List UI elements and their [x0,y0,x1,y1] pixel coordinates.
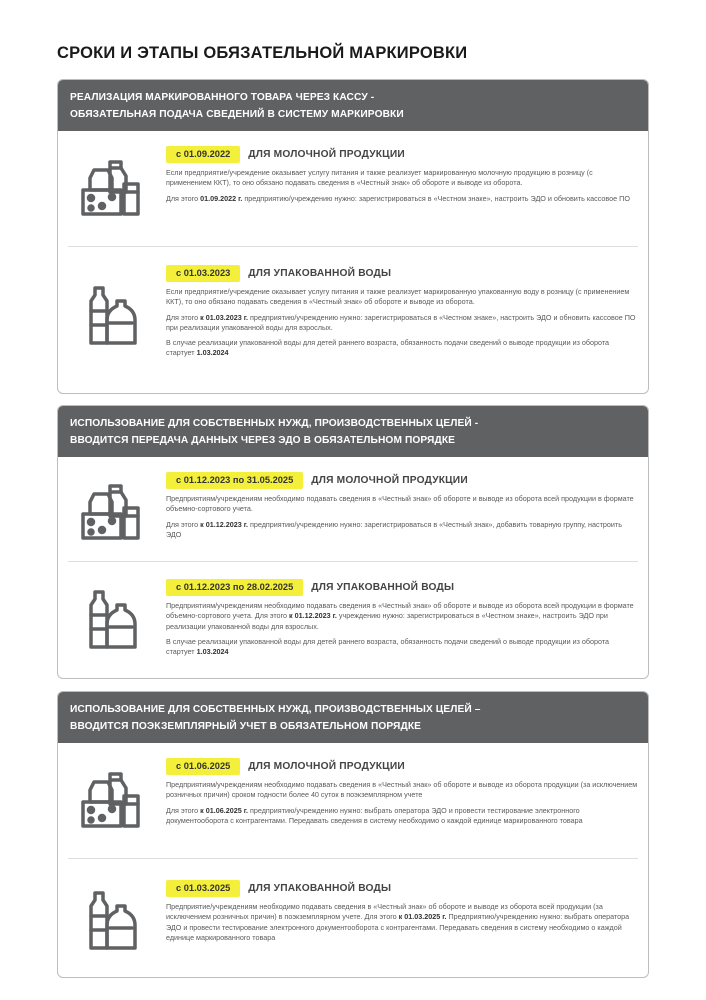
entry-content [166,265,638,364]
divider [68,561,638,562]
date-badge: с 01.06.2025 [166,758,240,775]
section-header-line: ВВОДИТСЯ ПОЭКЗЕМПЛЯРНЫЙ УЧЕТ В ОБЯЗАТЕЛЬНОМ ПОРЯДКЕ [70,721,422,732]
entry-title: ДЛЯ УПАКОВАННОЙ ВОДЫ [311,582,455,593]
entry-paragraph: Предприятиям/учреждениям необходимо подавать сведения в «Честный знак» об обороте и выводе из оборота всей продукции в формате объемно-сортового учета. [166,494,634,514]
entry-content [166,758,638,831]
entry-content [166,472,638,545]
section-header-line: ВВОДИТСЯ ПЕРЕДАЧА ДАННЫХ ЧЕРЕЗ ЭДО В ОБЯЗАТЕЛЬНОМ ПОРЯДКЕ [70,435,456,446]
section-header [58,406,648,457]
section-header-line: ИСПОЛЬЗОВАНИЕ ДЛЯ СОБСТВЕННЫХ НУЖД, ПРОИЗВОДСТВЕННЫХ ЦЕЛЕЙ - [70,418,479,429]
entry-content [166,880,638,948]
section-header [58,80,648,131]
divider [68,858,638,859]
entry-paragraph: В случае реализации упакованной воды для детей раннего возраста, обязанность подачи сведений о выводе продукции из оборота стартует 1.03.2024 [166,636,610,657]
page-title: СРОКИ И ЭТАПЫ ОБЯЗАТЕЛЬНОЙ МАРКИРОВКИ [57,44,468,62]
entry-paragraph: Для этого к 01.03.2023 г. предприятию/учреждению нужно: зарегистрироваться в «Честном знаке», настроить ЭДО и обновить кассовое ПО при реализации упакованной воды для взрослых. [166,312,636,332]
entry-title: ДЛЯ МОЛОЧНОЙ ПРОДУКЦИИ [311,475,468,486]
date-badge: с 01.09.2022 [166,146,240,163]
entry-paragraph: Предприятие/учреждениям необходимо подавать сведения в «Честный знак» об обороте и выводе из оборота всей продукции (за исключением розничных причин) в поэкземплярном учете. Для этого к 01.03.2025 г. Предприятию/учреждению нужно: выбрать оператора ЭДО и провести тестирование электронного документооборота с контрагентами. Передавать сведения в систему необходимо о каждой единице маркированного товара [166,902,630,942]
entry-title: ДЛЯ МОЛОЧНОЙ ПРОДУКЦИИ [248,149,405,160]
date-badge: с 01.03.2023 [166,265,240,282]
date-badge: с 01.12.2023 по 28.02.2025 [166,579,303,596]
entry-paragraph: Для этого к 01.12.2023 г. предприятию/учреждению нужно: зарегистрироваться в «Честный знак», добавить товарную группу, настроить ЭДО [166,519,622,539]
entry-title: ДЛЯ МОЛОЧНОЙ ПРОДУКЦИИ [248,761,405,772]
entry-content [166,146,638,209]
entry-paragraph: Предприятиям/учреждениям необходимо подавать сведения в «Честный знак» об обороте и выводе из оборота продукции (за исключением розничных причин) сроком годности более 40 суток в поэкземплярном учете [166,780,638,800]
water-bottles-icon [80,890,144,957]
water-bottles-icon [80,285,144,352]
section-header-line: ОБЯЗАТЕЛЬНАЯ ПОДАЧА СВЕДЕНИЙ В СИСТЕМУ МАРКИРОВКИ [70,109,404,120]
dairy-products-icon [80,480,144,547]
section-header [58,692,648,743]
entry-title: ДЛЯ УПАКОВАННОЙ ВОДЫ [248,883,392,894]
date-badge: с 01.03.2025 [166,880,240,897]
date-badge: с 01.12.2023 по 31.05.2025 [166,472,303,489]
divider [68,246,638,247]
dairy-products-icon [80,768,144,835]
entry-title: ДЛЯ УПАКОВАННОЙ ВОДЫ [248,268,392,279]
section-own-needs-per-item [57,691,649,978]
entry-paragraph: Если предприятие/учреждение оказывает услугу питания и также реализует маркированную молочную продукцию в розницу (с применением ККТ), то оно обязано подавать сведения в «Честный знак» об обороте и выводе из оборота. [166,168,593,188]
water-bottles-icon [80,589,144,656]
entry-paragraph: Предприятиям/учреждениям необходимо подавать сведения в «Честный знак» об обороте и выводе из оборота всей продукции в формате объемно-сортового учета. Для этого к 01.12.2023 г. учреждению нужно: зарегистрироваться в «Честном знаке», настроить ЭДО при реализации упакованной воды для взрослых. [166,601,634,631]
section-cash-register [57,79,649,394]
entry-paragraph: Для этого к 01.06.2025 г. предприятию/учреждению нужно: выбрать оператора ЭДО и провести тестирование электронного документооборота с контрагентами. Передавать сведения в систему необходимо о каждой единице маркированного товара [166,805,583,825]
dairy-products-icon [80,156,144,223]
section-header-line: РЕАЛИЗАЦИЯ МАРКИРОВАННОГО ТОВАРА ЧЕРЕЗ КАССУ - [70,92,375,103]
section-own-needs-edo [57,405,649,679]
entry-paragraph: Если предприятие/учреждение оказывает услугу питания и также реализует маркированную упакованную воду в розницу (с применением ККТ), то оно обязано подавать сведения в «Честный знак» об обороте и выводе из оборота. [166,287,630,307]
section-header-line: ИСПОЛЬЗОВАНИЕ ДЛЯ СОБСТВЕННЫХ НУЖД, ПРОИЗВОДСТВЕННЫХ ЦЕЛЕЙ – [70,704,481,715]
entry-content [166,579,638,662]
entry-paragraph: В случае реализации упакованной воды для детей раннего возраста, обязанность подачи сведений о выводе продукции из оборота стартует 1.03.2024 [166,338,610,358]
entry-paragraph: Для этого 01.09.2022 г. предприятию/учреждению нужно: зарегистрироваться в «Честном знаке», настроить ЭДО и обновить кассовое ПО [166,193,630,203]
